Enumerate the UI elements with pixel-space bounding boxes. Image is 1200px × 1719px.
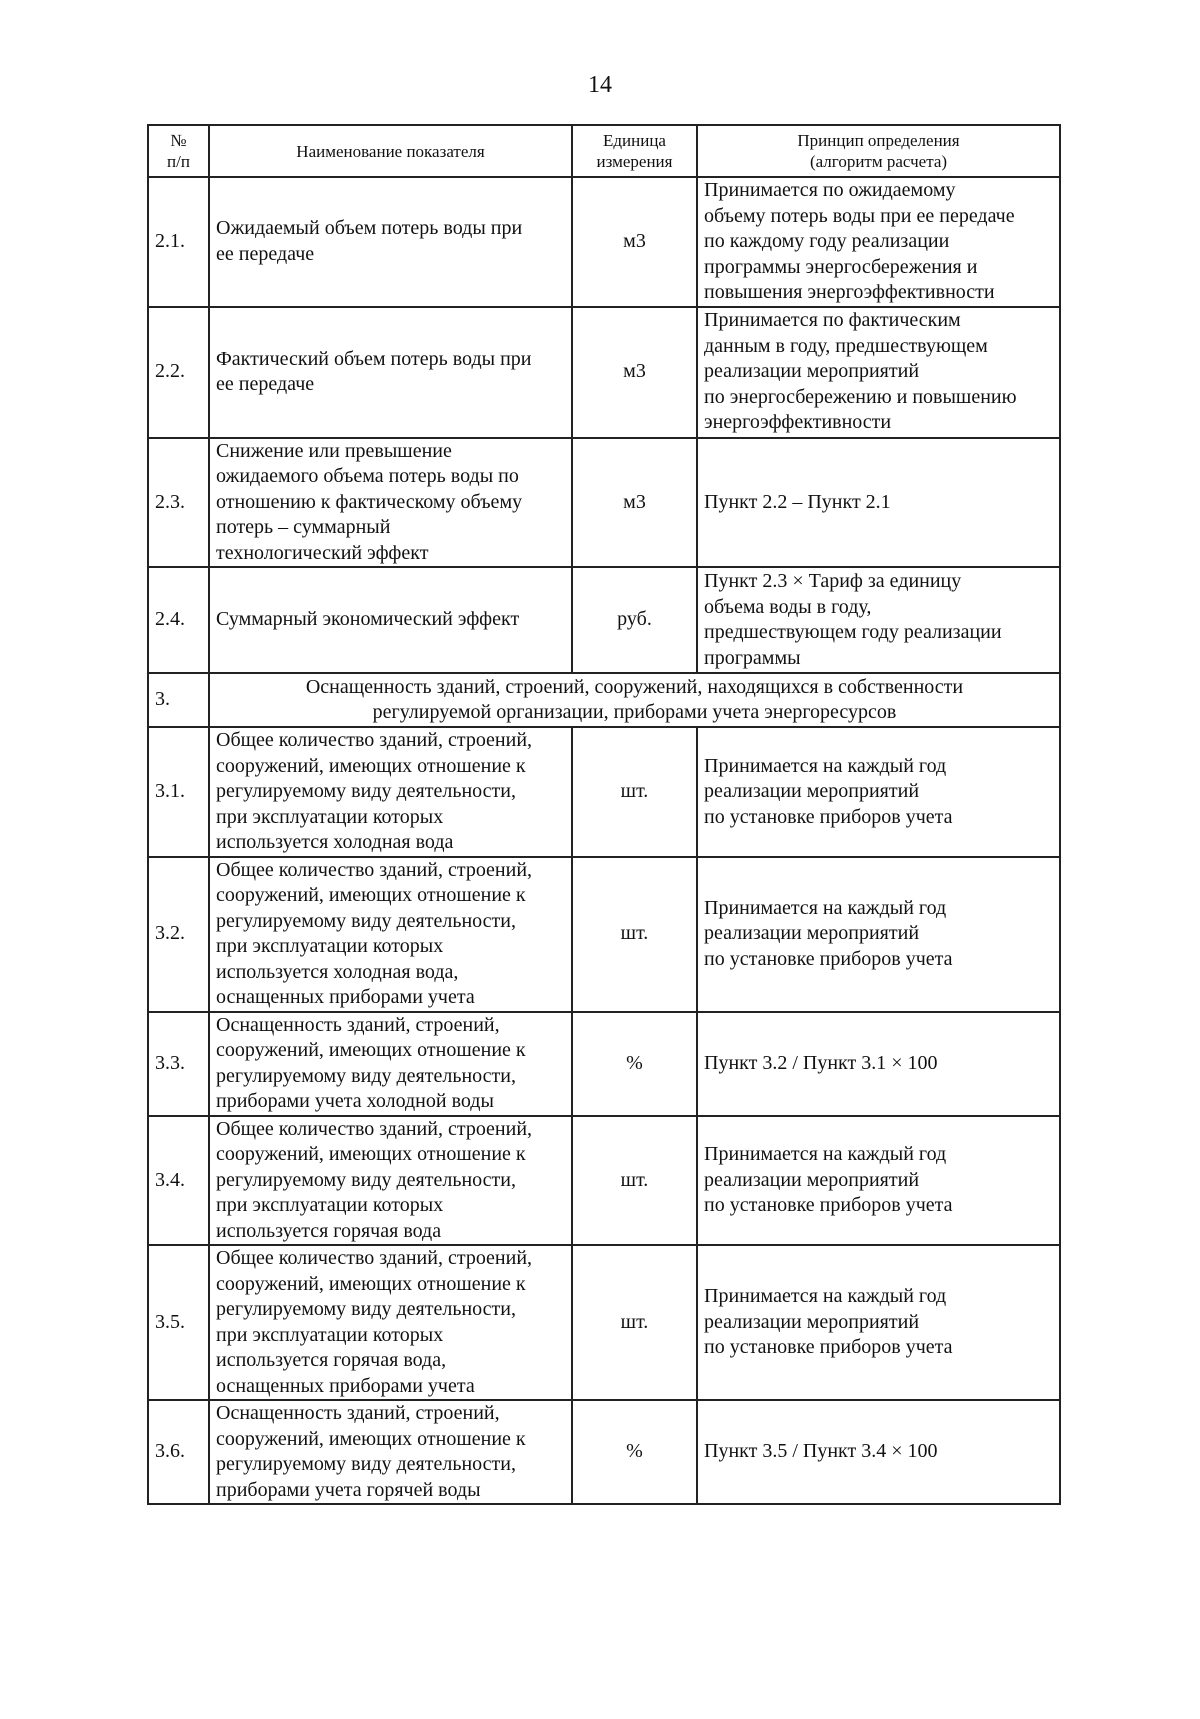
header-num: № п/п xyxy=(148,125,209,177)
row-number: 2.4. xyxy=(148,567,209,673)
row-number: 3.2. xyxy=(148,857,209,1012)
row-number: 3.6. xyxy=(148,1400,209,1504)
table-row xyxy=(148,567,1060,673)
table-row xyxy=(148,177,1060,307)
header-name: Наименование показателя xyxy=(209,125,572,177)
section-title: Оснащенность зданий, строений, сооружений, находящихся в собственности регулируемой организации, приборами учета энергоресурсов xyxy=(209,673,1060,727)
indicator-rule: Принимается по фактическим данным в году, предшествующем реализации мероприятий по энергосбережению и повышению энергоэффективности xyxy=(697,307,1060,438)
table-row xyxy=(148,1400,1060,1504)
page-number: 14 xyxy=(588,72,612,98)
indicator-name: Суммарный экономический эффект xyxy=(209,567,572,673)
table-header-row xyxy=(148,125,1060,177)
indicator-rule: Пункт 3.5 / Пункт 3.4 × 100 xyxy=(697,1400,1060,1504)
indicator-unit: руб. xyxy=(572,567,697,673)
indicator-unit: % xyxy=(572,1400,697,1504)
indicator-unit: м3 xyxy=(572,177,697,307)
table-row xyxy=(148,307,1060,438)
header-unit: Единица измерения xyxy=(572,125,697,177)
indicator-name: Снижение или превышение ожидаемого объема потерь воды по отношению к фактическому объему потерь – суммарный технологический эффект xyxy=(209,438,572,568)
table-row xyxy=(148,1245,1060,1400)
row-number: 2.1. xyxy=(148,177,209,307)
indicator-unit: шт. xyxy=(572,857,697,1012)
indicators-table xyxy=(147,124,1061,1505)
table-row xyxy=(148,1012,1060,1116)
indicator-name: Общее количество зданий, строений, сооружений, имеющих отношение к регулируемому виду деятельности, при эксплуатации которых используется горячая вода xyxy=(209,1116,572,1246)
indicator-name: Оснащенность зданий, строений, сооружений, имеющих отношение к регулируемому виду деятельности, приборами учета горячей воды xyxy=(209,1400,572,1504)
section-row xyxy=(148,673,1060,727)
indicator-rule: Принимается на каждый год реализации мероприятий по установке приборов учета xyxy=(697,1245,1060,1400)
table-row xyxy=(148,438,1060,568)
row-number: 2.2. xyxy=(148,307,209,438)
indicator-unit: шт. xyxy=(572,727,697,857)
row-number: 3.5. xyxy=(148,1245,209,1400)
indicator-rule: Принимается на каждый год реализации мероприятий по установке приборов учета xyxy=(697,727,1060,857)
indicator-unit: шт. xyxy=(572,1116,697,1246)
indicator-rule: Принимается на каждый год реализации мероприятий по установке приборов учета xyxy=(697,857,1060,1012)
indicator-name: Фактический объем потерь воды при ее передаче xyxy=(209,307,572,438)
table-row xyxy=(148,727,1060,857)
indicator-unit: м3 xyxy=(572,307,697,438)
row-number: 3.3. xyxy=(148,1012,209,1116)
indicator-rule: Принимается на каждый год реализации мероприятий по установке приборов учета xyxy=(697,1116,1060,1246)
indicator-unit: шт. xyxy=(572,1245,697,1400)
table-row xyxy=(148,857,1060,1012)
section-number: 3. xyxy=(148,673,209,727)
indicator-rule: Принимается по ожидаемому объему потерь воды при ее передаче по каждому году реализации программы энергосбережения и повышения энергоэффективности xyxy=(697,177,1060,307)
table-row xyxy=(148,1116,1060,1246)
row-number: 3.4. xyxy=(148,1116,209,1246)
indicator-unit: м3 xyxy=(572,438,697,568)
indicator-name: Оснащенность зданий, строений, сооружений, имеющих отношение к регулируемому виду деятельности, приборами учета холодной воды xyxy=(209,1012,572,1116)
indicator-name: Общее количество зданий, строений, сооружений, имеющих отношение к регулируемому виду деятельности, при эксплуатации которых используется холодная вода, оснащенных приборами учета xyxy=(209,857,572,1012)
header-rule: Принцип определения (алгоритм расчета) xyxy=(697,125,1060,177)
indicator-name: Ожидаемый объем потерь воды при ее передаче xyxy=(209,177,572,307)
indicator-unit: % xyxy=(572,1012,697,1116)
indicator-name: Общее количество зданий, строений, сооружений, имеющих отношение к регулируемому виду деятельности, при эксплуатации которых используется холодная вода xyxy=(209,727,572,857)
row-number: 3.1. xyxy=(148,727,209,857)
indicator-name: Общее количество зданий, строений, сооружений, имеющих отношение к регулируемому виду деятельности, при эксплуатации которых используется горячая вода, оснащенных приборами учета xyxy=(209,1245,572,1400)
row-number: 2.3. xyxy=(148,438,209,568)
indicator-rule: Пункт 3.2 / Пункт 3.1 × 100 xyxy=(697,1012,1060,1116)
indicator-rule: Пункт 2.3 × Тариф за единицу объема воды в году, предшествующем году реализации программы xyxy=(697,567,1060,673)
indicator-rule: Пункт 2.2 – Пункт 2.1 xyxy=(697,438,1060,568)
